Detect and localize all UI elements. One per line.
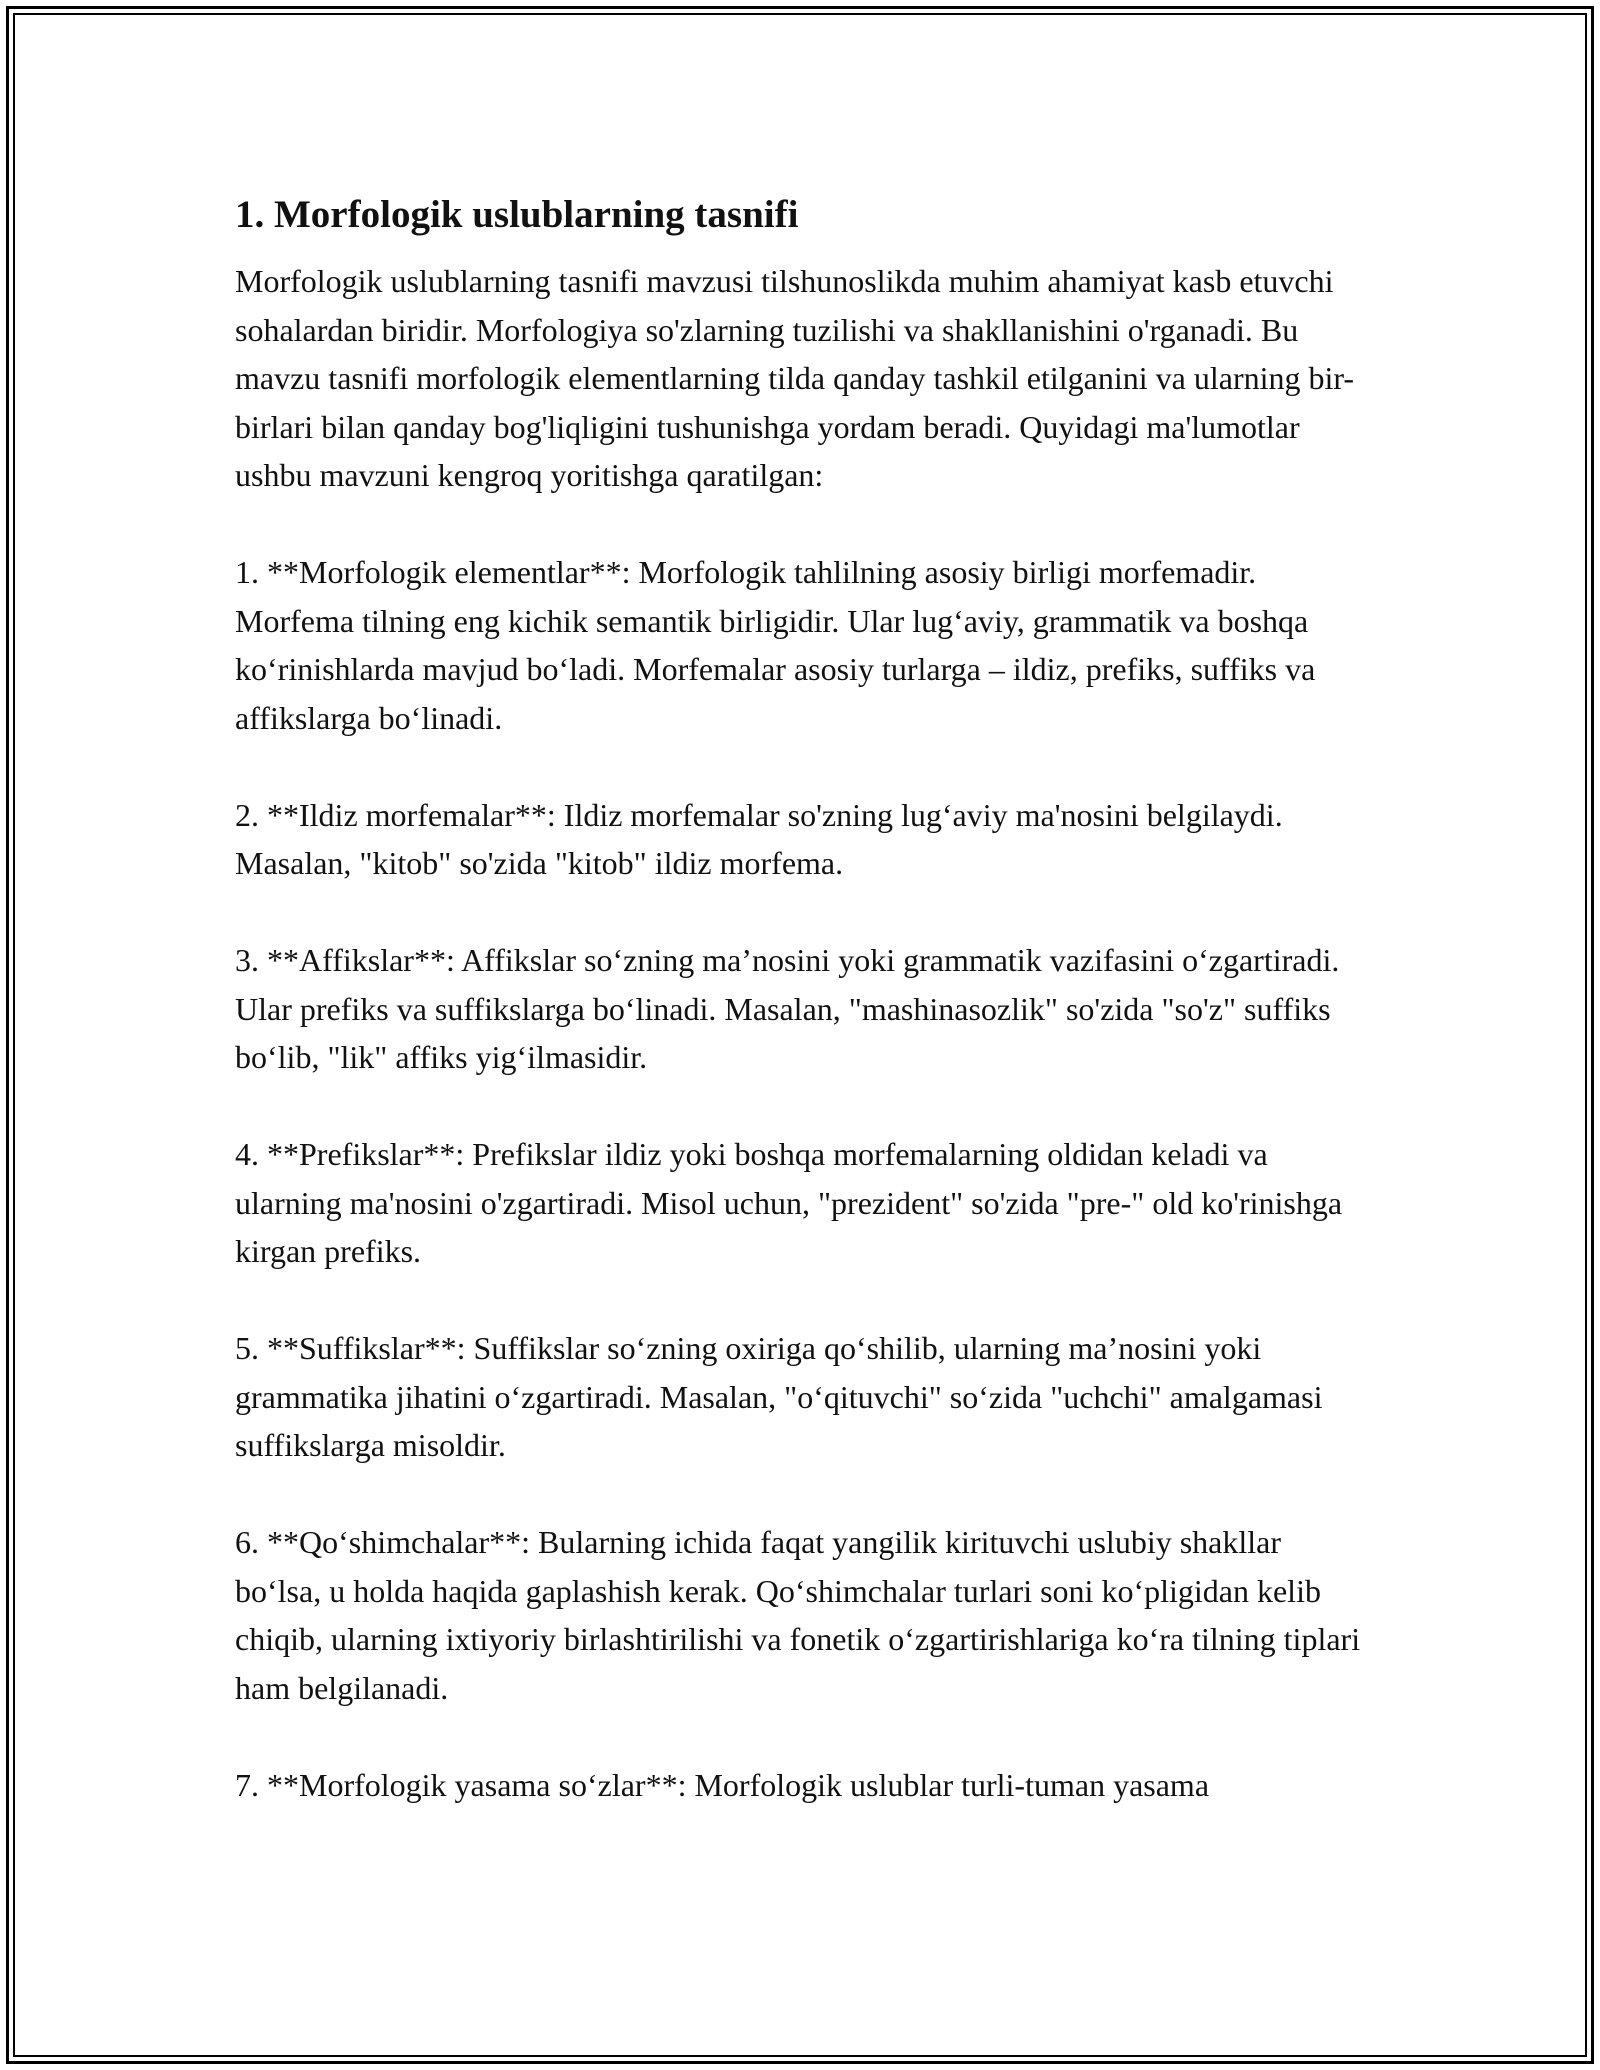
paragraph-item-3: 3. **Affikslar**: Affikslar so‘zning ma’nosini yoki grammatik vazifasini o‘zgartiradi. Ular prefiks va suffikslarga bo‘linadi. Masalan, "mashinasozlik" so'zida "so'z" suffiks bo‘lib, "lik" affiks yig‘ilmasidir. [235,942,1340,1075]
paragraph-item-6: 6. **Qo‘shimchalar**: Bularning ichida faqat yangilik kirituvchi uslubiy shakllar bo‘lsa, u holda haqida gaplashish kerak. Qo‘shimchalar turlari soni ko‘pligidan kelib chiqib, ularning ixtiyoriy birlashtirilishi va fonetik o‘zgartirishlariga ko‘ra tilning tiplari ham belgilanadi. [235,1524,1361,1706]
paragraph-intro: Morfologik uslublarning tasnifi mavzusi tilshunoslikda muhim ahamiyat kasb etuvchi sohalardan biridir. Morfologiya so'zlarning tuzilishi va shakllanishini o'rganadi. Bu mavzu tasnifi morfologik elementlarning tilda qanday tashkil etilganini va ularning bir-birlari bilan qanday bog'liqligini tushunishga yordam beradi. Quyidagi ma'lumotlar ushbu mavzuni kengroq yoritishga qaratilgan: [235,263,1355,493]
paragraph-item-7: 7. **Morfologik yasama so‘zlar**: Morfologik uslublar turli-tuman yasama [235,1766,1210,1803]
paragraph-item-5: 5. **Suffikslar**: Suffikslar so‘zning oxiriga qo‘shilib, ularning ma’nosini yoki grammatika jihatini o‘zgartiradi. Masalan, "o‘qituvchi" so‘zida "uchchi" amalgamasi suffikslarga misoldir. [235,1330,1323,1463]
paragraph-item-2: 2. **Ildiz morfemalar**: Ildiz morfemalar so'zning lug‘aviy ma'nosini belgilaydi. Masalan, "kitob" so'zida "kitob" ildiz morfema. [235,796,1283,881]
paragraph-item-1: 1. **Morfologik elementlar**: Morfologik tahlilning asosiy birligi morfemadir. Morfema tilning eng kichik semantik birligidir. Ular lug‘aviy, grammatik va boshqa ko‘rinishlarda mavjud bo‘ladi. Morfemalar asosiy turlarga – ildiz, prefiks, suffiks va affikslarga bo‘linadi. [235,554,1316,736]
section-title: 1. Morfologik uslublarning tasnifi [235,193,799,236]
paragraph-item-4: 4. **Prefikslar**: Prefikslar ildiz yoki boshqa morfemalarning oldidan keladi va ularning ma'nosini o'zgartiradi. Misol uchun, "prezident" so'zida "pre-" old ko'rinishga kirgan prefiks. [235,1136,1343,1269]
document-body [235,185,1375,1809]
